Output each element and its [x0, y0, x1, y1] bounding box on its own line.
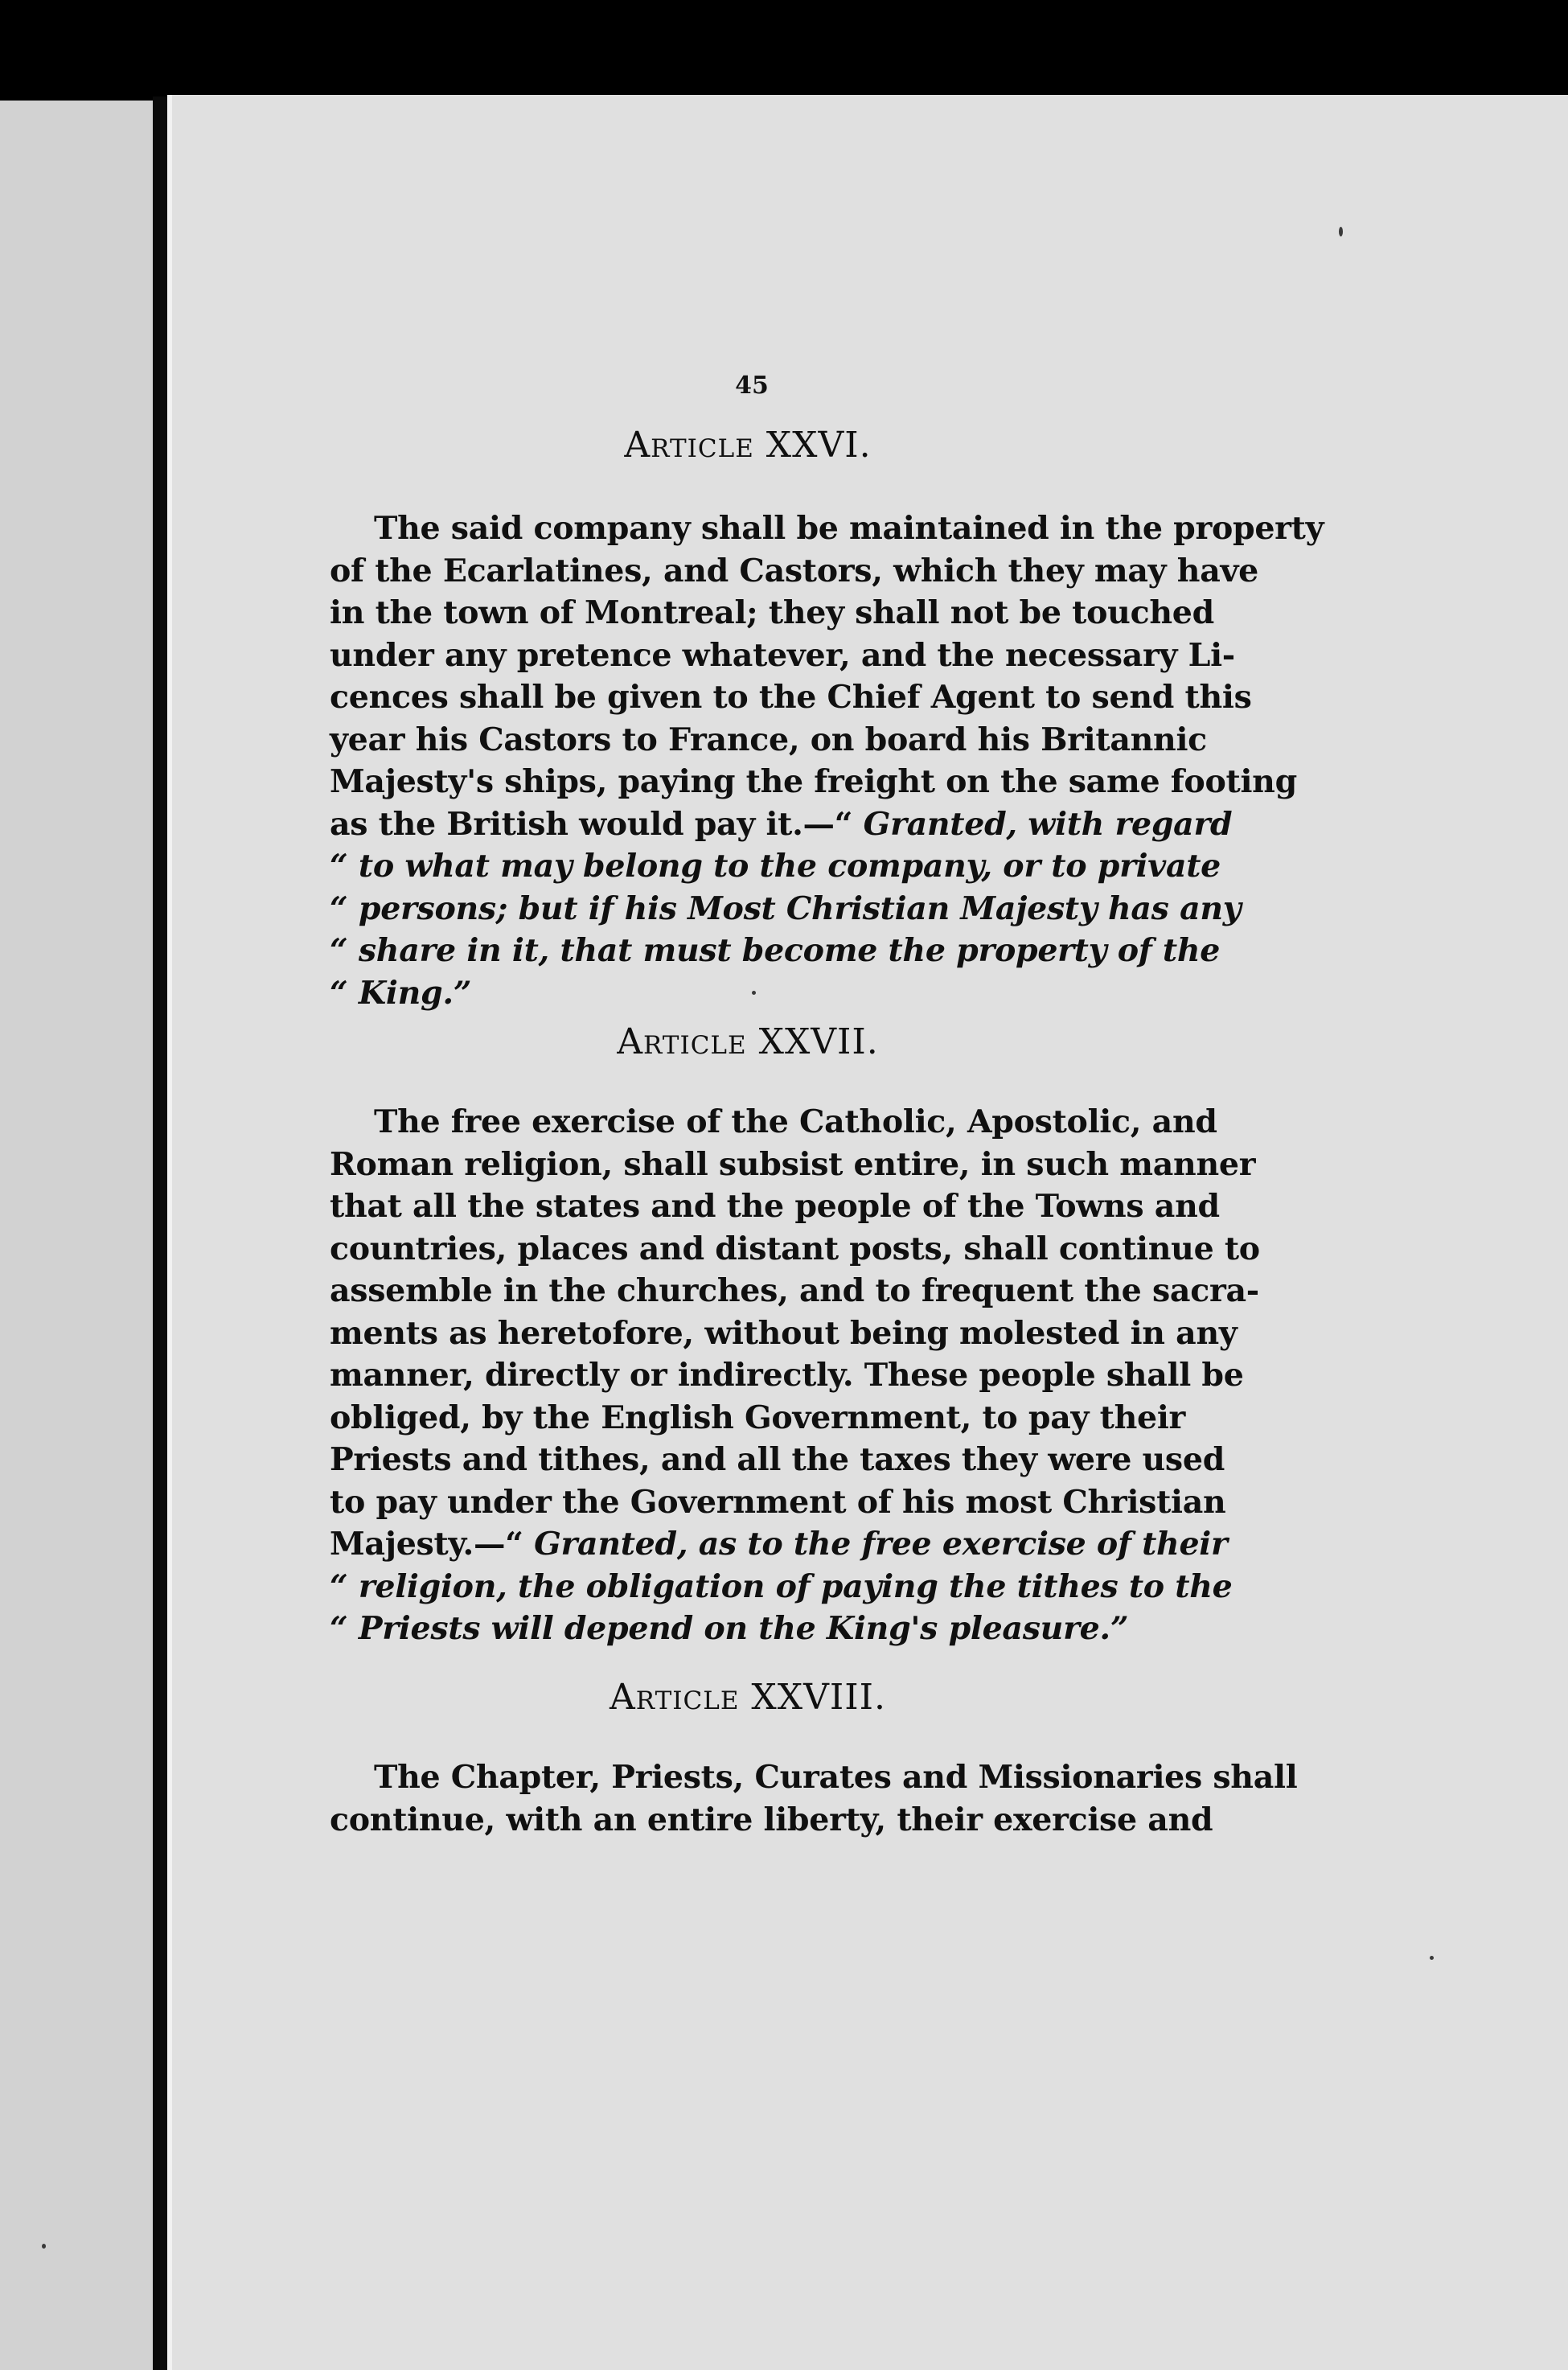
scan-speck — [1339, 227, 1343, 236]
text-line — [330, 1101, 1217, 1144]
text-line — [330, 676, 1252, 719]
article-body — [330, 1101, 1260, 1650]
text-line — [330, 803, 1233, 846]
text-line — [330, 1566, 1233, 1608]
roman-text: that all the states and the people of the Towns and — [330, 1188, 1220, 1225]
roman-text: obliged, by the English Government, to pay their — [330, 1399, 1186, 1436]
facing-page-edge — [0, 101, 153, 2370]
text-line — [330, 592, 1214, 635]
text-line — [330, 845, 1221, 888]
roman-text: Majesty's ships, paying the freight on the same footing — [330, 763, 1297, 800]
italic-quoted-text: Granted, with regard — [863, 805, 1233, 843]
text-line — [330, 1354, 1244, 1397]
text-line — [330, 1608, 1166, 1650]
text-line — [330, 1799, 1213, 1842]
scan-speck — [752, 991, 756, 995]
italic-quoted-text: “ Priests will depend on the King's pleasure.” — [330, 1610, 1129, 1647]
article-body — [330, 1756, 1298, 1841]
text-line — [330, 888, 1242, 930]
roman-text: The said company shall be maintained in the property — [374, 510, 1324, 547]
italic-quoted-text: “ religion, the obligation of paying the tithes to the — [330, 1567, 1233, 1605]
roman-text: The free exercise of the Catholic, Apostolic, and — [374, 1103, 1217, 1140]
text-line — [330, 1439, 1225, 1481]
article-xxviii — [330, 1677, 1298, 1841]
text-line — [330, 1481, 1226, 1524]
text-line — [330, 1185, 1220, 1228]
roman-text: countries, places and distant posts, shall continue to — [330, 1230, 1260, 1267]
roman-text: continue, with an entire liberty, their exercise and — [330, 1801, 1213, 1838]
roman-text: ments as heretofore, without being molested in any — [330, 1314, 1238, 1352]
roman-text: in the town of Montreal; they shall not be touched — [330, 594, 1214, 631]
text-line — [330, 1523, 1228, 1566]
italic-quoted-text: “ to what may belong to the company, or to private — [330, 848, 1221, 885]
text-line — [330, 930, 1221, 972]
roman-text: Majesty.—“ — [330, 1526, 535, 1563]
text-line — [330, 1144, 1256, 1186]
article-heading: Article XXVII. — [617, 1021, 879, 1062]
article-body — [330, 507, 1324, 1014]
text-line — [330, 761, 1297, 803]
text-line — [330, 1756, 1298, 1799]
roman-text: to pay under the Government of his most Christian — [330, 1483, 1226, 1521]
text-line — [330, 1312, 1238, 1355]
page-number: 45 — [735, 372, 769, 400]
book-gutter — [153, 97, 167, 2370]
roman-text: Priests and tithes, and all the taxes they were used — [330, 1441, 1225, 1478]
text-line — [330, 1397, 1186, 1440]
article-heading: Article XXVI. — [624, 425, 872, 466]
roman-text: manner, directly or indirectly. These people shall be — [330, 1357, 1244, 1394]
text-line — [330, 719, 1207, 762]
roman-text: The Chapter, Priests, Curates and Missionaries shall — [374, 1759, 1298, 1796]
roman-text: cences shall be given to the Chief Agent to send this — [330, 679, 1252, 716]
roman-text: of the Ecarlatines, and Castors, which they may have — [330, 552, 1258, 589]
roman-text: as the British would pay it.—“ — [330, 805, 864, 843]
scan-speck — [1430, 1956, 1434, 1960]
scan-speck — [42, 2244, 46, 2249]
text-line — [330, 550, 1258, 593]
text-line — [330, 1270, 1259, 1312]
text-line — [330, 1228, 1260, 1271]
italic-quoted-text: “ King.” — [330, 974, 472, 1012]
article-xxvi — [330, 425, 1324, 1014]
italic-quoted-text: Granted, as to the free exercise of their — [534, 1526, 1228, 1563]
text-line — [330, 507, 1324, 550]
article-heading: Article XXVIII. — [610, 1677, 886, 1718]
italic-quoted-text: “ persons; but if his Most Christian Majesty has any — [330, 889, 1242, 927]
roman-text: assemble in the churches, and to frequent the sacra- — [330, 1272, 1259, 1309]
roman-text: under any pretence whatever, and the necessary Li- — [330, 636, 1235, 674]
roman-text: Roman religion, shall subsist entire, in such manner — [330, 1145, 1256, 1183]
text-line — [330, 635, 1235, 677]
roman-text: year his Castors to France, on board his Britannic — [330, 721, 1207, 758]
italic-quoted-text: “ share in it, that must become the property of the — [330, 932, 1221, 969]
article-xxvii — [330, 1021, 1260, 1650]
text-line — [330, 972, 1166, 1015]
